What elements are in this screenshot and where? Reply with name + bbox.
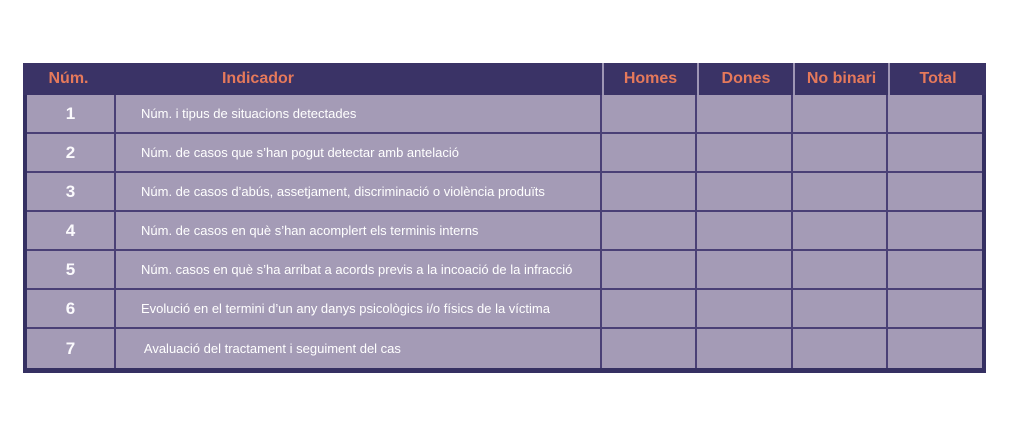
value-cell-total xyxy=(888,173,982,210)
table-row xyxy=(27,173,982,212)
value-cell-dones xyxy=(697,212,793,249)
row-number: 4 xyxy=(27,212,116,249)
indicator-label: Núm. de casos d’abús, assetjament, discriminació o violència produïts xyxy=(116,173,602,210)
table-body xyxy=(23,95,986,373)
table-header-row xyxy=(23,63,986,95)
row-number: 3 xyxy=(27,173,116,210)
header-cell-indicador: Indicador xyxy=(221,70,294,87)
value-cell-homes xyxy=(602,251,697,288)
table-row xyxy=(27,290,982,329)
indicator-label: Núm. de casos que s’han pogut detectar amb antelació xyxy=(116,134,602,171)
table-row xyxy=(27,134,982,173)
value-cell-dones xyxy=(697,95,793,132)
value-cell-no-binari xyxy=(793,212,888,249)
indicator-label: Núm. casos en què s’ha arribat a acords previs a la incoació de la infracció xyxy=(116,251,602,288)
value-cell-no-binari xyxy=(793,173,888,210)
row-number: 2 xyxy=(27,134,116,171)
header-cell-dones: Dones xyxy=(697,63,793,95)
value-cell-homes xyxy=(602,212,697,249)
table-row xyxy=(27,212,982,251)
value-cell-no-binari xyxy=(793,329,888,368)
value-cell-homes xyxy=(602,290,697,327)
row-number: 5 xyxy=(27,251,116,288)
value-cell-total xyxy=(888,134,982,171)
table-row xyxy=(27,95,982,134)
indicator-label: Evolució en el termini d’un any danys psicològics i/o físics de la víctima xyxy=(116,290,602,327)
indicator-label: Núm. de casos en què s’han acomplert els terminis interns xyxy=(116,212,602,249)
value-cell-no-binari xyxy=(793,134,888,171)
value-cell-dones xyxy=(697,329,793,368)
header-cell-homes: Homes xyxy=(602,63,697,95)
value-cell-total xyxy=(888,329,982,368)
indicators-table xyxy=(23,63,986,373)
header-cell-no-binari: No binari xyxy=(793,63,888,95)
table-row xyxy=(27,251,982,290)
value-cell-total xyxy=(888,95,982,132)
value-cell-homes xyxy=(602,173,697,210)
value-cell-total xyxy=(888,212,982,249)
row-number: 6 xyxy=(27,290,116,327)
table-row xyxy=(27,329,982,368)
value-cell-no-binari xyxy=(793,290,888,327)
value-cell-total xyxy=(888,290,982,327)
value-cell-no-binari xyxy=(793,95,888,132)
value-cell-no-binari xyxy=(793,251,888,288)
value-cell-total xyxy=(888,251,982,288)
indicator-label: Avaluació del tractament i seguiment del cas xyxy=(116,329,602,368)
value-cell-dones xyxy=(697,134,793,171)
indicator-label: Núm. i tipus de situacions detectades xyxy=(116,95,602,132)
row-number: 1 xyxy=(27,95,116,132)
header-cell-num: Núm. xyxy=(48,70,89,87)
header-cell-total: Total xyxy=(888,63,986,95)
value-cell-dones xyxy=(697,251,793,288)
value-cell-homes xyxy=(602,329,697,368)
value-cell-dones xyxy=(697,290,793,327)
row-number: 7 xyxy=(27,329,116,368)
value-cell-homes xyxy=(602,134,697,171)
value-cell-homes xyxy=(602,95,697,132)
value-cell-dones xyxy=(697,173,793,210)
